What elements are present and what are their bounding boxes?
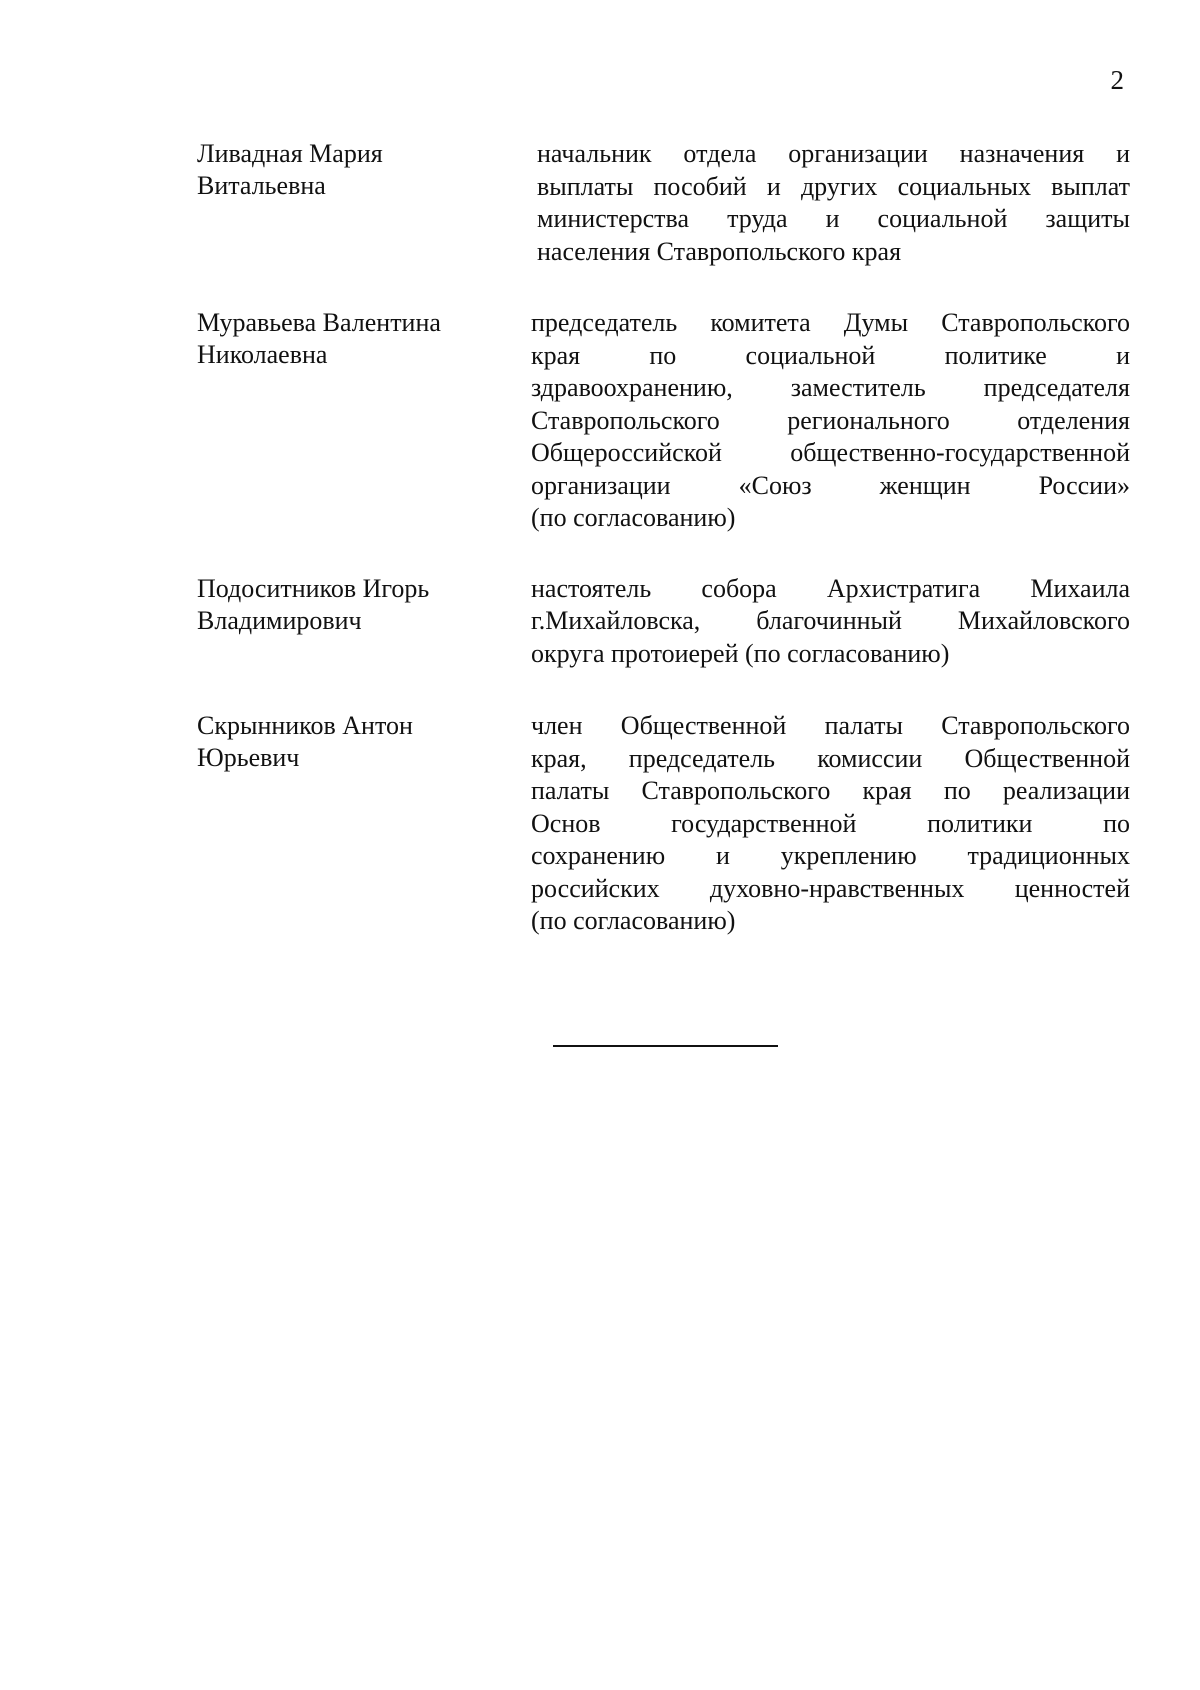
member-position — [531, 573, 1130, 671]
position-line: края по социальной политике и — [531, 340, 1130, 370]
position-line: Ставропольского регионального отделения — [531, 405, 1130, 435]
position-line: Общероссийской общественно-государственной — [531, 438, 1130, 467]
member-name-line: Подоситников Игорь — [197, 573, 430, 603]
member-position — [531, 710, 1130, 938]
member-entry — [197, 710, 1130, 938]
position-line: (по согласованию) — [531, 503, 736, 532]
member-name-line: Николаевна — [197, 340, 328, 369]
member-name-line: Скрынников Антон — [197, 711, 413, 740]
position-line: края, председатель комиссии Общественной — [531, 743, 1130, 773]
position-line: начальник отдела организации назначения и — [537, 139, 1130, 168]
position-line: г.Михайловска, благочинный Михайловского — [531, 606, 1130, 635]
member-name — [197, 710, 531, 774]
member-name — [197, 138, 531, 202]
position-line: российских духовно-нравственных ценностей — [531, 873, 1130, 903]
position-line: Основ государственной политики по — [531, 808, 1130, 838]
position-line: член Общественной палаты Ставропольского — [531, 711, 1130, 740]
member-list — [197, 138, 1130, 938]
member-name-line: Юрьевич — [197, 743, 300, 772]
position-line: председатель комитета Думы Ставропольского — [531, 308, 1130, 337]
position-line: министерства труда и социальной защиты — [537, 204, 1130, 233]
end-separator-line — [553, 1045, 778, 1047]
page-number: 2 — [1110, 65, 1124, 95]
member-position — [531, 138, 1130, 268]
position-line: округа протоиерей (по согласованию) — [531, 638, 950, 668]
position-line: организации «Союз женщин России» — [531, 470, 1130, 500]
member-entry — [197, 307, 1130, 535]
member-name — [197, 573, 531, 637]
position-line: здравоохранению, заместитель председателя — [531, 373, 1130, 402]
member-name-line: Муравьева Валентина — [197, 308, 441, 337]
member-name-line: Витальевна — [197, 171, 326, 200]
member-position — [531, 307, 1130, 535]
position-line: настоятель собора Архистратига Михаила — [531, 573, 1130, 603]
member-name-line: Ливадная Мария — [197, 139, 383, 168]
member-entry — [197, 138, 1130, 268]
member-entry — [197, 573, 1130, 671]
position-line: палаты Ставропольского края по реализации — [531, 776, 1130, 805]
member-name-line: Владимирович — [197, 605, 362, 635]
position-line: выплаты пособий и других социальных выплат — [537, 171, 1130, 201]
member-name — [197, 307, 531, 371]
position-line: населения Ставропольского края — [537, 236, 902, 266]
position-line: сохранению и укреплению традиционных — [531, 841, 1130, 870]
position-line: (по согласованию) — [531, 906, 736, 935]
